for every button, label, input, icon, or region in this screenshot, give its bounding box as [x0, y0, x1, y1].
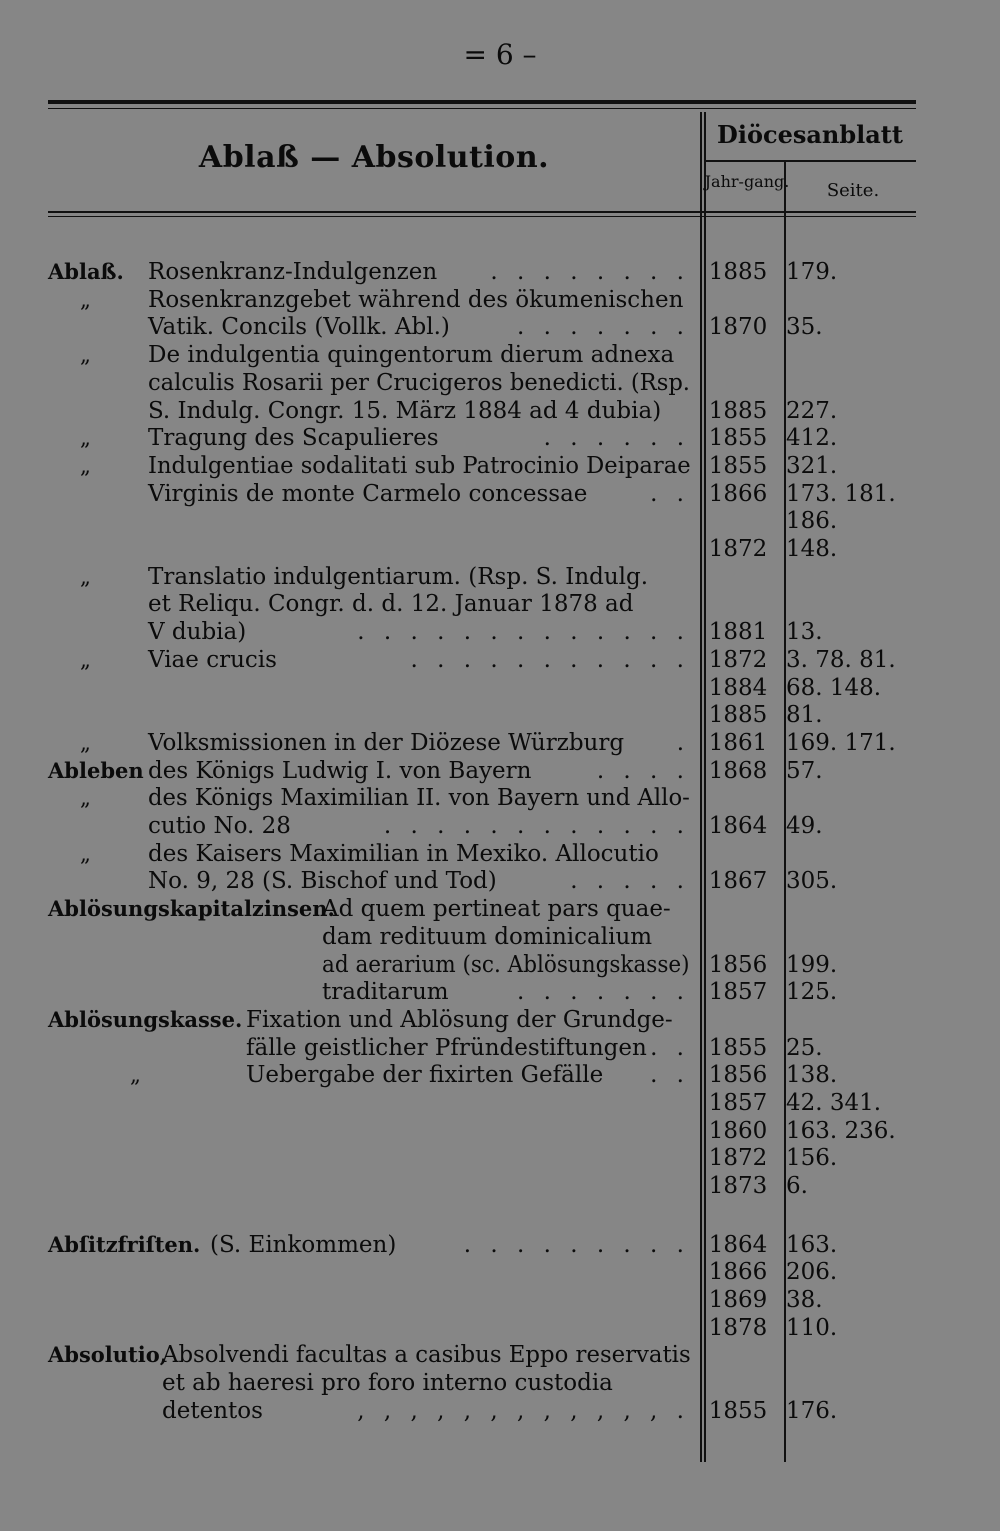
page-cell: 227.: [786, 397, 838, 424]
entry-text: Uebergabe der fixirten Gefälle: [246, 1062, 604, 1089]
entry-keyword: „: [80, 841, 91, 866]
table-row: [0, 1397, 1000, 1425]
page-cell: 6.: [786, 1173, 808, 1200]
table-row: [0, 590, 1000, 618]
entry-text: Volksmissionen in der Diözese Würzburg: [148, 729, 625, 756]
entry-text: Vatik. Concils (Vollk. Abl.): [148, 314, 450, 341]
table-row: [0, 895, 1000, 923]
entry-text: et Reliqu. Congr. d. d. 12. Januar 1878 ad: [148, 591, 634, 618]
page-cell: 38.: [786, 1286, 823, 1313]
year-cell: 1869: [708, 1286, 768, 1313]
entry-keyword: „: [80, 647, 91, 672]
page-cell: 186.: [786, 508, 838, 535]
entry-text: Rosenkranzgebet während des ökumenischen: [148, 286, 684, 313]
table-row: [0, 424, 1000, 452]
table-row: [0, 701, 1000, 729]
table-row: [0, 1089, 1000, 1117]
leader-dots: . . . . . . . . . . . .: [383, 813, 690, 839]
leader-dots: . .: [650, 1034, 690, 1061]
year-cell: 1884: [708, 674, 768, 701]
table-row: [0, 951, 1000, 979]
page-cell: 148.: [786, 536, 838, 562]
table-row: [0, 507, 1000, 535]
page-number: = 6 –: [463, 38, 537, 71]
table-row: [0, 923, 1000, 951]
year-cell: 1881: [708, 619, 768, 646]
entry-text: S. Indulg. Congr. 15. März 1884 ad 4 dubia): [148, 397, 662, 424]
leader-dots: . . . . . . . .: [490, 259, 690, 285]
table-row: [0, 729, 1000, 757]
entry-keyword: „: [80, 564, 91, 589]
entry-text: des Kaisers Maximilian in Mexiko. Allocutio: [148, 840, 659, 867]
page-cell: 25.: [786, 1034, 823, 1061]
table-row: [0, 369, 1000, 397]
year-cell: 1864: [708, 813, 768, 839]
page-cell: 110.: [786, 1314, 838, 1341]
dioecesan-subrule: [704, 160, 916, 162]
entry-text: Indulgentiae sodalitati sub Patrocinio Deiparae: [148, 452, 691, 479]
year-cell: 1855: [708, 425, 768, 452]
entry-text: V dubia): [148, 619, 247, 646]
table-row: [0, 674, 1000, 702]
leader-dots: .: [676, 729, 690, 756]
table-row: [0, 1172, 1000, 1200]
year-cell: 1866: [708, 480, 768, 507]
entry-text: Viae crucis: [148, 646, 277, 673]
entry-keyword: Abſitzfriſten.: [48, 1231, 201, 1257]
seite-header: Seite.: [826, 180, 880, 201]
entry-keyword: Absolutio,: [48, 1342, 168, 1368]
entry-text: Rosenkranz-Indulgenzen: [148, 259, 438, 285]
year-cell: 1872: [708, 536, 768, 562]
table-row: [0, 452, 1000, 480]
year-cell: 1866: [708, 1259, 768, 1286]
table-row: [0, 1231, 1000, 1259]
entry-text: ad aerarium (sc. Ablösungskasse): [322, 951, 690, 978]
year-cell: 1857: [708, 979, 768, 1006]
entry-text: traditarum: [322, 979, 449, 1006]
page-cell: 125.: [786, 979, 838, 1006]
year-cell: 1872: [708, 1145, 768, 1172]
year-cell: 1855: [708, 1034, 768, 1061]
entry-keyword: „: [80, 453, 91, 478]
year-cell: 1860: [708, 1117, 768, 1144]
entry-text: calculis Rosarii per Crucigeros benedicti. (Rsp.: [148, 369, 690, 396]
entry-keyword: „: [80, 730, 91, 755]
year-cell: 1855: [708, 452, 768, 479]
table-row: [0, 784, 1000, 812]
page-cell: 35.: [786, 314, 823, 341]
year-cell: 1873: [708, 1173, 768, 1200]
table-row: [0, 1286, 1000, 1314]
entry-text: des Königs Maximilian II. von Bayern und Allo-: [148, 785, 690, 812]
table-row: [0, 258, 1000, 286]
dioecesan-header: Diöcesanblatt: [717, 120, 903, 149]
entry-text: Absolvendi facultas a casibus Eppo reservatis: [162, 1342, 691, 1369]
table-row: [0, 1314, 1000, 1342]
table-row: [0, 646, 1000, 674]
table-row: [0, 812, 1000, 840]
table-row: [0, 618, 1000, 646]
table-row: [0, 286, 1000, 314]
leader-dots: . . . . . . . . . . .: [410, 646, 690, 673]
leader-dots: . . . . .: [570, 868, 690, 895]
leader-dots: . . . . . .: [543, 425, 690, 452]
page-cell: 49.: [786, 813, 823, 839]
leader-dots: . . . . . . .: [516, 314, 690, 341]
leader-dots: . . . . . . . . .: [463, 1231, 690, 1258]
table-row: [0, 313, 1000, 341]
table-row: [0, 480, 1000, 508]
entry-keyword: „: [80, 287, 91, 312]
entry-text: De indulgentia quingentorum dierum adnexa: [148, 342, 675, 369]
entry-keyword: Ablösungskapitalzinsen.: [48, 896, 335, 922]
table-row: [0, 1117, 1000, 1145]
page-cell: 42. 341.: [786, 1090, 882, 1116]
table-row: [0, 1144, 1000, 1172]
entry-keyword: „: [80, 426, 91, 451]
entry-keyword: „: [130, 1063, 141, 1088]
table-row: [0, 978, 1000, 1006]
table-row: [0, 867, 1000, 895]
year-cell: 1855: [708, 1397, 768, 1424]
page-cell: 169. 171.: [786, 729, 896, 756]
entry-keyword: „: [80, 343, 91, 368]
year-cell: 1872: [708, 646, 768, 673]
year-cell: 1856: [708, 951, 768, 978]
page-cell: 199.: [786, 951, 838, 978]
entry-text: Fixation und Ablösung der Grundge-: [246, 1006, 673, 1033]
page-cell: 321.: [786, 452, 838, 479]
page-cell: 81.: [786, 702, 823, 729]
year-cell: 1856: [708, 1062, 768, 1089]
top-rule-thick: [48, 100, 916, 104]
entry-text: No. 9, 28 (S. Bischof und Tod): [148, 868, 497, 895]
year-cell: 1870: [708, 314, 768, 341]
year-cell: 1878: [708, 1314, 768, 1341]
entry-text: Translatio indulgentiarum. (Rsp. S. Indulg.: [148, 563, 649, 590]
entry-keyword: Ableben: [48, 757, 144, 783]
leader-dots: . . . .: [596, 757, 690, 784]
entry-keyword: Ablösungskasse.: [48, 1006, 243, 1032]
year-cell: 1867: [708, 868, 768, 895]
year-cell: 1885: [708, 702, 768, 729]
year-cell: 1885: [708, 397, 768, 424]
entry-text: detentos: [162, 1397, 263, 1424]
table-title: Ablaß — Absolution.: [198, 140, 550, 175]
entry-text: dam redituum dominicalium: [322, 923, 653, 950]
year-cell: 1885: [708, 259, 768, 285]
page-cell: 305.: [786, 868, 838, 895]
table-row: [0, 563, 1000, 591]
table-row: [0, 341, 1000, 369]
entry-text: des Königs Ludwig I. von Bayern: [148, 757, 532, 784]
table-row: [0, 397, 1000, 425]
leader-dots: . .: [650, 1062, 690, 1089]
table-row: [0, 1006, 1000, 1034]
entry-text: Virginis de monte Carmelo concessae: [148, 480, 588, 507]
table-row: [0, 1341, 1000, 1369]
page-cell: 163. 236.: [786, 1117, 896, 1144]
page-cell: 163.: [786, 1231, 838, 1258]
table-row: [0, 1061, 1000, 1089]
page-cell: 138.: [786, 1062, 838, 1089]
table-row: [0, 1034, 1000, 1062]
entry-text: Ad quem pertineat pars quae-: [322, 896, 671, 923]
jahrgang-header: Jahr-gang.: [704, 172, 790, 191]
entry-text: fälle geistlicher Pfründestiftungen: [246, 1034, 647, 1061]
page-cell: 57.: [786, 757, 823, 784]
table-row: [0, 1258, 1000, 1286]
leader-dots: . . . . . . .: [516, 979, 690, 1006]
leader-dots: , , , , , , , , , , , , .: [357, 1397, 690, 1424]
page-cell: 173. 181.: [786, 480, 896, 507]
year-cell: 1868: [708, 757, 768, 784]
entry-text: Tragung des Scapulieres: [148, 425, 439, 452]
entry-text: cutio No. 28: [148, 813, 291, 839]
entry-text: (S. Einkommen): [210, 1231, 397, 1258]
year-cell: 1861: [708, 729, 768, 756]
table-row: [0, 535, 1000, 563]
page-cell: 13.: [786, 619, 823, 646]
table-row: [0, 1200, 1000, 1228]
table-row: [0, 1369, 1000, 1397]
entry-text: et ab haeresi pro foro interno custodia: [162, 1370, 613, 1396]
page-cell: 412.: [786, 425, 838, 452]
page-cell: 68. 148.: [786, 674, 882, 701]
entry-keyword: „: [80, 786, 91, 811]
entry-keyword: Ablaß.: [48, 259, 124, 284]
page-cell: 156.: [786, 1145, 838, 1172]
top-rule-thin: [48, 108, 916, 109]
year-cell: 1857: [708, 1090, 768, 1116]
leader-dots: . .: [650, 480, 690, 507]
page-cell: 206.: [786, 1259, 838, 1286]
page-cell: 176.: [786, 1397, 838, 1424]
leader-dots: . . . . . . . . . . . . .: [357, 619, 690, 646]
table-row: [0, 757, 1000, 785]
page-cell: 179.: [786, 259, 838, 285]
year-cell: 1864: [708, 1231, 768, 1258]
table-row: [0, 840, 1000, 868]
page-cell: 3. 78. 81.: [786, 646, 896, 673]
